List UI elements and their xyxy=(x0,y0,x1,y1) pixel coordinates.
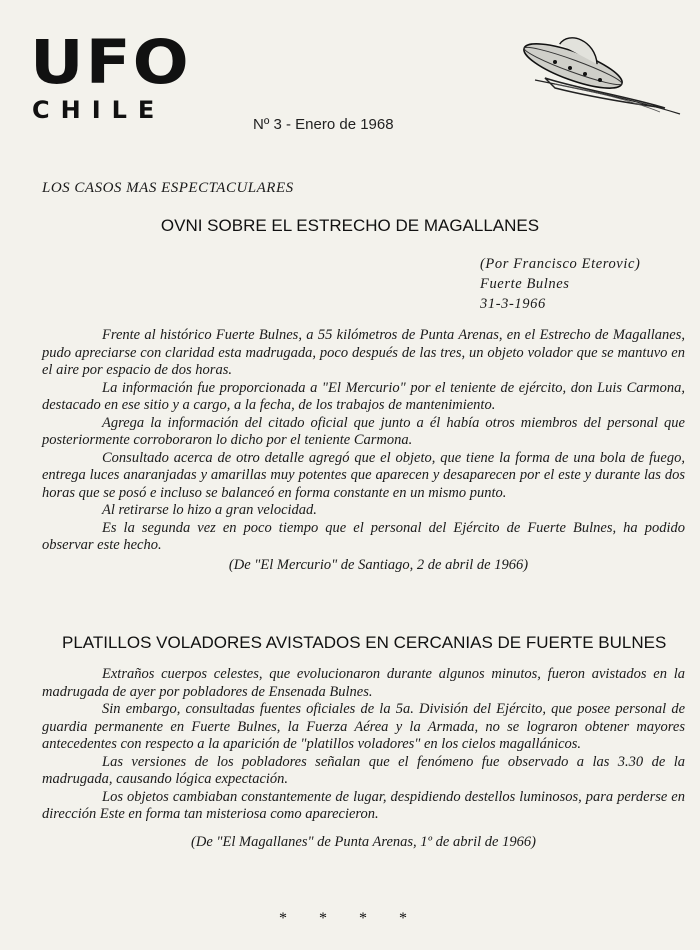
separator-stars: * * * * xyxy=(279,910,421,927)
section-label: LOS CASOS MAS ESPECTACULARES xyxy=(42,180,294,196)
article-2-body xyxy=(42,666,685,851)
paragraph: Las versiones de los pobladores señalan que el fenómeno fue observado a las 3.30 de la madrugada, causando lógica expectación. xyxy=(42,753,685,787)
byline-place: Fuerte Bulnes xyxy=(480,276,570,292)
logo-subtitle: CHILE xyxy=(32,96,166,124)
article-1-source: (De "El Mercurio" de Santiago, 2 de abril de 1966) xyxy=(228,556,529,573)
article-2-source: (De "El Magallanes" de Punta Arenas, 1º de abril de 1966) xyxy=(191,833,536,850)
logo-title: UFO xyxy=(30,27,191,98)
paragraph: Al retirarse lo hizo a gran velocidad. xyxy=(102,502,317,518)
paragraph: Extraños cuerpos celestes, que evolucionaron durante algunos minutos, fueron avistados en la madrugada de ayer por pobladores de Ensenada Bulnes. xyxy=(42,666,685,700)
paragraph: Consultado acerca de otro detalle agregó que el objeto, que tiene la forma de una bola de fuego, entrega luces anaranjadas y amarillas muy potentes que aparecen y desaparecen por el este y durante las dos horas que se posó e incluso se balanceó en forma constante en un mismo punto. xyxy=(42,449,685,501)
byline-date: 31-3-1966 xyxy=(480,296,546,312)
paragraph: Es la segunda vez en poco tiempo que el personal del Ejército de Fuerte Bulnes, ha podido observar este hecho. xyxy=(42,519,685,553)
paragraph: La información fue proporcionada a "El Mercurio" por el teniente de ejército, don Luis Carmona, destacado en ese sitio y a cargo, a la fecha, de los trabajos de mantenimiento. xyxy=(42,379,685,413)
byline-author: (Por Francisco Eterovic) xyxy=(480,256,641,272)
paragraph: Sin embargo, consultadas fuentes oficiales de la 5a. División del Ejército, que posee personal de guardia permanente en Fuerte Bulnes, la Fuerza Aérea y la Armada, no se lograron obtener mayores antecedentes con respecto a la aparición de "platillos voladores" en los cielos magallánicos. xyxy=(42,701,685,752)
paragraph: Los objetos cambiaban constantemente de lugar, despidiendo destellos luminosos, para perderse en dirección Este en forma tan misteriosa como aparecieron. xyxy=(42,788,685,822)
article-1-title: OVNI SOBRE EL ESTRECHO DE MAGALLANES xyxy=(160,216,540,235)
paragraph: Frente al histórico Fuerte Bulnes, a 55 kilómetros de Punta Arenas, en el Estrecho de Magallanes, pudo apreciarse con claridad esta madrugada, poco después de las tres, un objeto volador que se mantuvo en el aire por espacio de dos horas. xyxy=(42,327,685,378)
logo xyxy=(30,27,200,125)
article-1-body xyxy=(42,327,685,574)
issue-line: Nº 3 - Enero de 1968 xyxy=(253,116,394,133)
article-2-title: PLATILLOS VOLADORES AVISTADOS EN CERCANIAS DE FUERTE BULNES xyxy=(62,633,667,652)
article-1-byline xyxy=(480,254,640,314)
paragraph: Agrega la información del citado oficial que junto a él había otros miembros del personal que posteriormente corroboraron lo dicho por el teniente Carmona. xyxy=(42,414,685,448)
flying-saucer-icon xyxy=(515,18,685,118)
